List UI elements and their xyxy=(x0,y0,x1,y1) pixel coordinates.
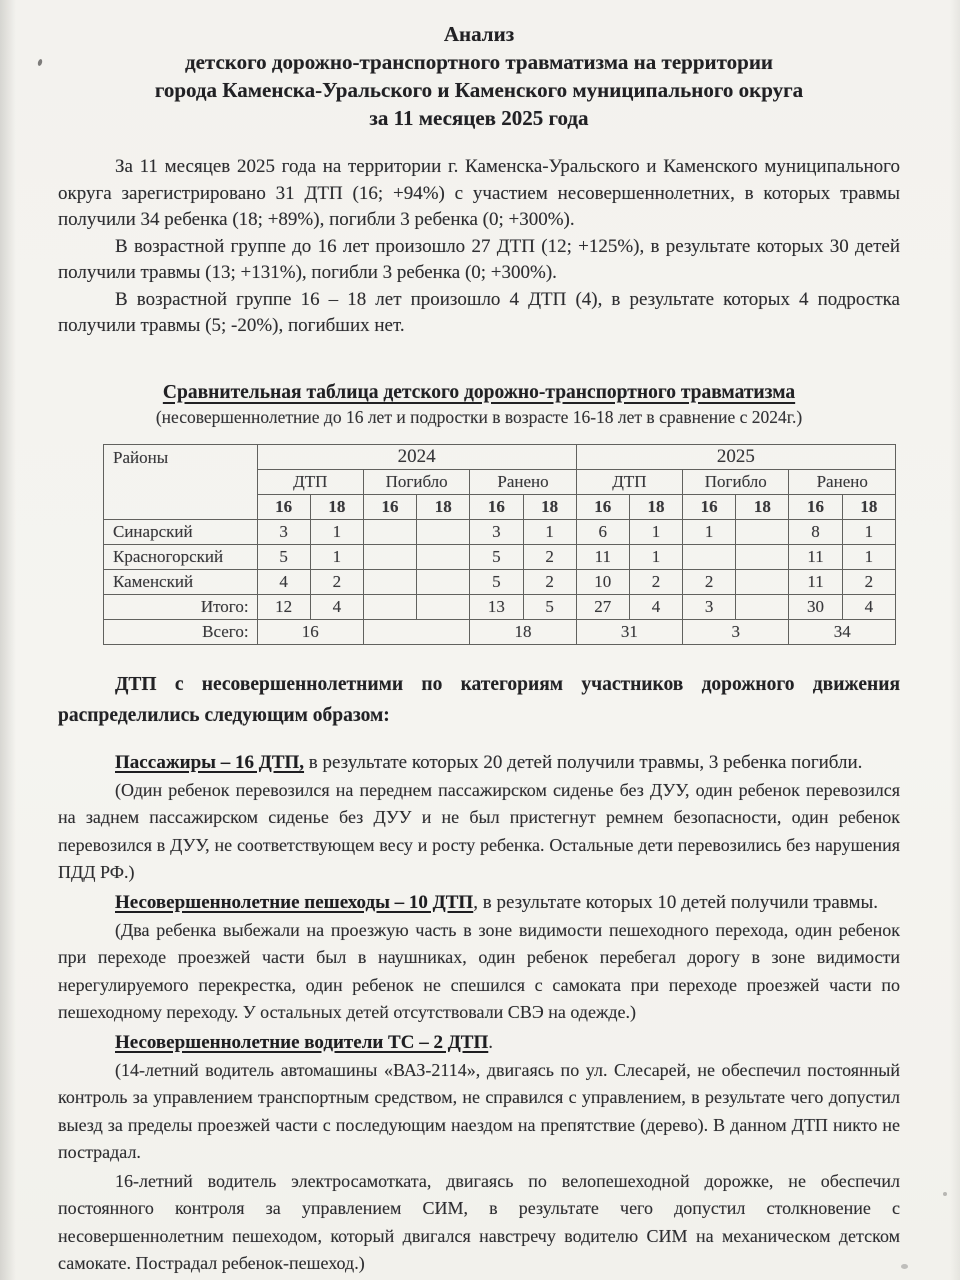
value-cell: 2 xyxy=(523,544,576,569)
year-2024-cell: 2024 xyxy=(257,444,576,469)
value-cell: 3 xyxy=(683,594,736,619)
scan-artifact xyxy=(943,1192,947,1196)
table-caption: Сравнительная таблица детского дорожно-транспортного травматизма xyxy=(162,381,796,403)
intro-paragraph: В возрастной группе 16 – 18 лет произошло 4 ДТП (4), в результате которых 4 подростка получили травмы (5; -20%), погибших нет. xyxy=(58,288,900,336)
value-cell: 2 xyxy=(310,569,363,594)
value-cell xyxy=(736,519,789,544)
age-header-cell: 18 xyxy=(842,494,895,519)
value-cell: 11 xyxy=(789,544,842,569)
intro-section xyxy=(58,154,900,340)
value-cell: 11 xyxy=(789,569,842,594)
value-cell: 11 xyxy=(576,544,629,569)
value-cell xyxy=(736,544,789,569)
table-row-total xyxy=(104,619,896,644)
value-cell: 4 xyxy=(257,569,310,594)
value-cell: 1 xyxy=(683,519,736,544)
comparison-table xyxy=(103,444,896,645)
value-cell: 4 xyxy=(310,594,363,619)
value-cell: 3 xyxy=(257,519,310,544)
title-line-1: Анализ xyxy=(443,22,515,46)
value-cell: 3 xyxy=(470,519,523,544)
region-name-cell: Синарский xyxy=(104,519,258,544)
age-header-cell: 16 xyxy=(363,494,416,519)
table-row-krasnogorsky xyxy=(104,544,896,569)
value-cell: 13 xyxy=(470,594,523,619)
table-caption-block xyxy=(58,382,900,430)
total-value-cell: 16 xyxy=(257,619,363,644)
value-cell: 1 xyxy=(842,544,895,569)
age-header-cell: 18 xyxy=(629,494,682,519)
value-cell: 1 xyxy=(310,544,363,569)
value-cell: 1 xyxy=(842,519,895,544)
age-header-cell: 18 xyxy=(417,494,470,519)
value-cell: 30 xyxy=(789,594,842,619)
value-cell xyxy=(736,594,789,619)
value-cell xyxy=(736,569,789,594)
document-title xyxy=(58,20,900,132)
drivers-text: . xyxy=(488,1031,493,1053)
value-cell: 4 xyxy=(842,594,895,619)
age-header-cell: 16 xyxy=(683,494,736,519)
value-cell xyxy=(417,519,470,544)
passengers-heading: Пассажиры – 16 ДТП, xyxy=(115,751,305,773)
age-header-cell: 16 xyxy=(789,494,842,519)
total-value-cell: 31 xyxy=(576,619,682,644)
total-value-cell xyxy=(363,619,469,644)
value-cell: 8 xyxy=(789,519,842,544)
age-header-cell: 16 xyxy=(470,494,523,519)
year-2025-cell: 2025 xyxy=(576,444,895,469)
passengers-paragraph xyxy=(58,749,900,776)
table-row-sinarsky xyxy=(104,519,896,544)
age-header-cell: 18 xyxy=(310,494,363,519)
scan-artifact xyxy=(37,59,43,67)
intro-paragraph: За 11 месяцев 2025 года на территории г. Каменска-Уральского и Каменского муниципального округа зарегистрировано 31 ДТП (16; +94%) с участием несовершеннолетних, в которых травмы получили 34 ребенка (18; +89%), погибли 3 ребенка (0; +300%). xyxy=(58,156,900,230)
measure-header-cell: Ранено xyxy=(789,469,896,494)
pedestrians-note: (Два ребенка выбежали на проезжую часть в зоне видимости пешеходного перехода, один ребенок при переходе проезжей части был в наушниках, один ребенок перебегал дорогу в зоне видимости нерегулируемого перекрестка, один ребенок не спешился с самоката при переходе проезжей части по пешеходному переходу. У остальных детей отсутствовали СВЭ на одежде.) xyxy=(58,919,900,1022)
pedestrians-paragraph xyxy=(58,889,900,916)
value-cell: 5 xyxy=(257,544,310,569)
total-value-cell: 34 xyxy=(789,619,896,644)
value-cell xyxy=(417,594,470,619)
value-cell xyxy=(417,569,470,594)
value-cell xyxy=(363,569,416,594)
region-name-cell: Красногорский xyxy=(104,544,258,569)
subtotal-label-cell: Итого: xyxy=(104,594,258,619)
passengers-note: (Один ребенок перевозился на переднем пассажирском сиденье без ДУУ, один ребенок перевозился на заднем пассажирском сиденье без ДУУ и не был пристегнут ремнем безопасности, один ребенок перевозился в ДУУ, не соответствующем весу и росту ребенка. Остальные дети перевозились без нарушения ПДД РФ.) xyxy=(58,779,900,882)
value-cell: 12 xyxy=(257,594,310,619)
pedestrians-text: , в результате которых 10 детей получили травмы. xyxy=(473,891,879,913)
value-cell: 2 xyxy=(842,569,895,594)
value-cell: 1 xyxy=(310,519,363,544)
total-value-cell: 3 xyxy=(683,619,789,644)
passengers-text: в результате которых 20 детей получили травмы, 3 ребенка погибли. xyxy=(304,751,863,773)
value-cell: 1 xyxy=(629,519,682,544)
measure-header-cell: Погибло xyxy=(683,469,789,494)
measure-header-cell: ДТП xyxy=(576,469,682,494)
regions-header-cell: Районы xyxy=(104,444,258,519)
value-cell: 2 xyxy=(523,569,576,594)
drivers-paragraph xyxy=(58,1029,900,1056)
table-year-row xyxy=(104,444,896,469)
table-row-kamensky xyxy=(104,569,896,594)
measure-header-cell: ДТП xyxy=(257,469,363,494)
measure-header-cell: Ранено xyxy=(470,469,576,494)
title-line-4: за 11 месяцев 2025 года xyxy=(369,106,589,130)
value-cell: 27 xyxy=(576,594,629,619)
categories-intro: ДТП с несовершеннолетними по категориям участников дорожного движения распределились следующим образом: xyxy=(58,673,900,726)
table-subcaption: (несовершеннолетние до 16 лет и подростки в возрасте 16-18 лет в сравнение с 2024г.) xyxy=(155,406,803,427)
value-cell: 5 xyxy=(470,544,523,569)
value-cell: 1 xyxy=(629,544,682,569)
value-cell xyxy=(683,544,736,569)
value-cell: 4 xyxy=(629,594,682,619)
title-line-2: детского дорожно-транспортного травматизма на территории xyxy=(184,50,774,74)
title-line-3: города Каменска-Уральского и Каменского муниципального округа xyxy=(154,78,804,102)
value-cell: 2 xyxy=(629,569,682,594)
measure-header-cell: Погибло xyxy=(363,469,469,494)
age-header-cell: 16 xyxy=(257,494,310,519)
value-cell xyxy=(363,519,416,544)
value-cell: 2 xyxy=(683,569,736,594)
total-value-cell: 18 xyxy=(470,619,576,644)
pedestrians-heading: Несовершеннолетние пешеходы – 10 ДТП xyxy=(115,891,474,913)
intro-paragraph: В возрастной группе до 16 лет произошло 27 ДТП (12; +125%), в результате которых 30 детей получили травмы (13; +131%), погибли 3 ребенка (0; +300%). xyxy=(58,235,900,283)
value-cell: 10 xyxy=(576,569,629,594)
drivers-note-2: 16-летний водитель электросамотката, двигаясь по велопешеходной дорожке, не обеспечил постоянного контроля за управлением СИМ, в результате чего допустил столкновение с несовершеннолетним пешеходом, который двигался навстречу водителю СИМ на механическом детском самокате. Пострадал ребенок-пешеход.) xyxy=(58,1170,900,1273)
total-label-cell: Всего: xyxy=(104,619,258,644)
value-cell: 5 xyxy=(523,594,576,619)
table-row-subtotal xyxy=(104,594,896,619)
age-header-cell: 18 xyxy=(736,494,789,519)
value-cell xyxy=(363,594,416,619)
region-name-cell: Каменский xyxy=(104,569,258,594)
value-cell: 1 xyxy=(523,519,576,544)
value-cell: 5 xyxy=(470,569,523,594)
value-cell xyxy=(363,544,416,569)
age-header-cell: 18 xyxy=(523,494,576,519)
scan-artifact xyxy=(901,1264,908,1269)
drivers-note-1: (14-летний водитель автомашины «ВАЗ-2114», двигаясь по ул. Слесарей, не обеспечил постоянный контроль за управлением транспортным средством, не справился с управлением, в результате чего допустил выезд за пределы проезжей части с последующим наездом на препятствие (дерево). В данном ДТП никто не пострадал. xyxy=(58,1059,900,1162)
value-cell: 6 xyxy=(576,519,629,544)
age-header-cell: 16 xyxy=(576,494,629,519)
drivers-heading: Несовершеннолетние водители ТС – 2 ДТП xyxy=(115,1031,489,1053)
value-cell xyxy=(417,544,470,569)
